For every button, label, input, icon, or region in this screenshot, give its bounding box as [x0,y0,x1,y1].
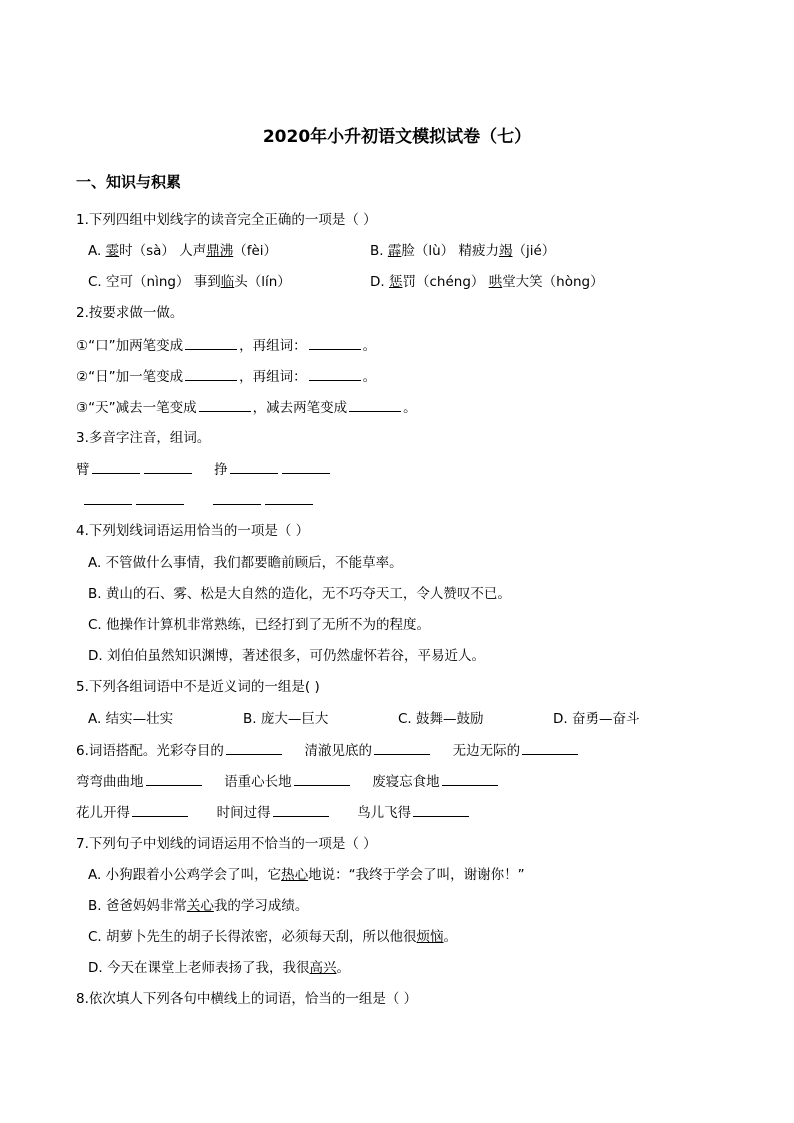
question-6-row-3: 花儿开得 时间过得 鸟儿飞得 [76,802,471,823]
answer-blank[interactable] [413,802,469,817]
q5-option-a: A. 结实—壮实 [88,711,174,727]
page-title: 2020年小升初语文模拟试卷（七） [262,127,532,147]
answer-blank[interactable] [92,459,140,474]
q7-option-c: C. 胡萝卜先生的胡子长得浓密，必须每天刮，所以他很烦恼。 [88,929,458,945]
q4-option-c: C. 他操作计算机非常熟练，已经打到了无所不为的程度。 [88,617,431,633]
section-heading: 一、知识与积累 [76,173,182,191]
q5-option-c: C. 鼓舞—鼓励 [398,711,484,727]
answer-blank[interactable] [282,459,330,474]
answer-blank[interactable] [146,771,202,786]
q7-option-d: D. 今天在课堂上老师表扬了我，我很高兴。 [88,960,350,976]
q3-row-2 [82,490,315,511]
answer-blank[interactable] [309,366,361,381]
answer-blank[interactable] [442,771,498,786]
answer-blank[interactable] [199,397,251,412]
q3-row-1: 臂 挣 [76,459,332,480]
answer-blank[interactable] [132,802,188,817]
answer-blank[interactable] [136,490,184,505]
q7-option-a: A. 小狗跟着小公鸡学会了叫，它热心地说：“我终于学会了叫，谢谢你！” [88,867,525,883]
answer-blank[interactable] [144,459,192,474]
answer-blank[interactable] [273,802,329,817]
q2-line-2: ②“日”加一笔变成 ，再组词： 。 [76,366,376,387]
question-8-stem: 8.依次填人下列各句中横线上的词语，恰当的一组是（ ） [76,991,418,1007]
answer-blank[interactable] [213,490,261,505]
q2-line-3: ③“天”减去一笔变成 ，减去两笔变成 。 [76,397,417,418]
question-2-stem: 2.按要求做一做。 [76,305,184,321]
q1-option-d: D. 惩罚（chéng） 哄堂大笑（hòng） [370,274,604,290]
answer-blank[interactable] [226,740,282,755]
answer-blank[interactable] [265,490,313,505]
question-5-stem: 5.下列各组词语中不是近义词的一组是( ) [76,679,320,695]
question-7-stem: 7.下列句子中划线的词语运用不恰当的一项是（ ） [76,836,377,852]
answer-blank[interactable] [522,740,578,755]
answer-blank[interactable] [185,366,237,381]
answer-blank[interactable] [230,459,278,474]
q5-option-b: B. 庞大—巨大 [243,711,329,727]
question-1-stem: 1.下列四组中划线字的读音完全正确的一项是（ ） [76,212,377,228]
question-6-row-1: 6.词语搭配。光彩夺目的 清澈见底的 无边无际的 [76,740,580,761]
answer-blank[interactable] [374,740,430,755]
answer-blank[interactable] [349,397,401,412]
q1-option-c: C. 空可（nìng） 事到临头（lín） [88,274,291,290]
q4-option-b: B. 黄山的石、雾、松是大自然的造化，无不巧夺天工，令人赞叹不已。 [88,586,511,602]
answer-blank[interactable] [84,490,132,505]
answer-blank[interactable] [309,335,361,350]
answer-blank[interactable] [185,335,237,350]
q1-option-b: B. 霹脸（lù） 精疲力竭（jié） [370,243,556,259]
q7-option-b: B. 爸爸妈妈非常关心我的学习成绩。 [88,898,309,914]
question-4-stem: 4.下列划线词语运用恰当的一项是（ ） [76,523,310,539]
q1-option-a: A. 霎时（sà） 人声鼎沸（fèi） [88,243,278,259]
question-6-row-2: 弯弯曲曲地 语重心长地 废寝忘食地 [76,771,500,792]
answer-blank[interactable] [294,771,350,786]
q4-option-a: A. 不管做什么事情，我们都要瞻前顾后，不能草率。 [88,555,403,571]
q4-option-d: D. 刘伯伯虽然知识渊博，著述很多，可仍然虚怀若谷，平易近人。 [88,648,485,664]
q2-line-1: ①“口”加两笔变成 ，再组词： 。 [76,335,376,356]
question-3-stem: 3.多音字注音，组词。 [76,430,211,446]
q5-option-d: D. 奋勇—奋斗 [553,711,640,727]
